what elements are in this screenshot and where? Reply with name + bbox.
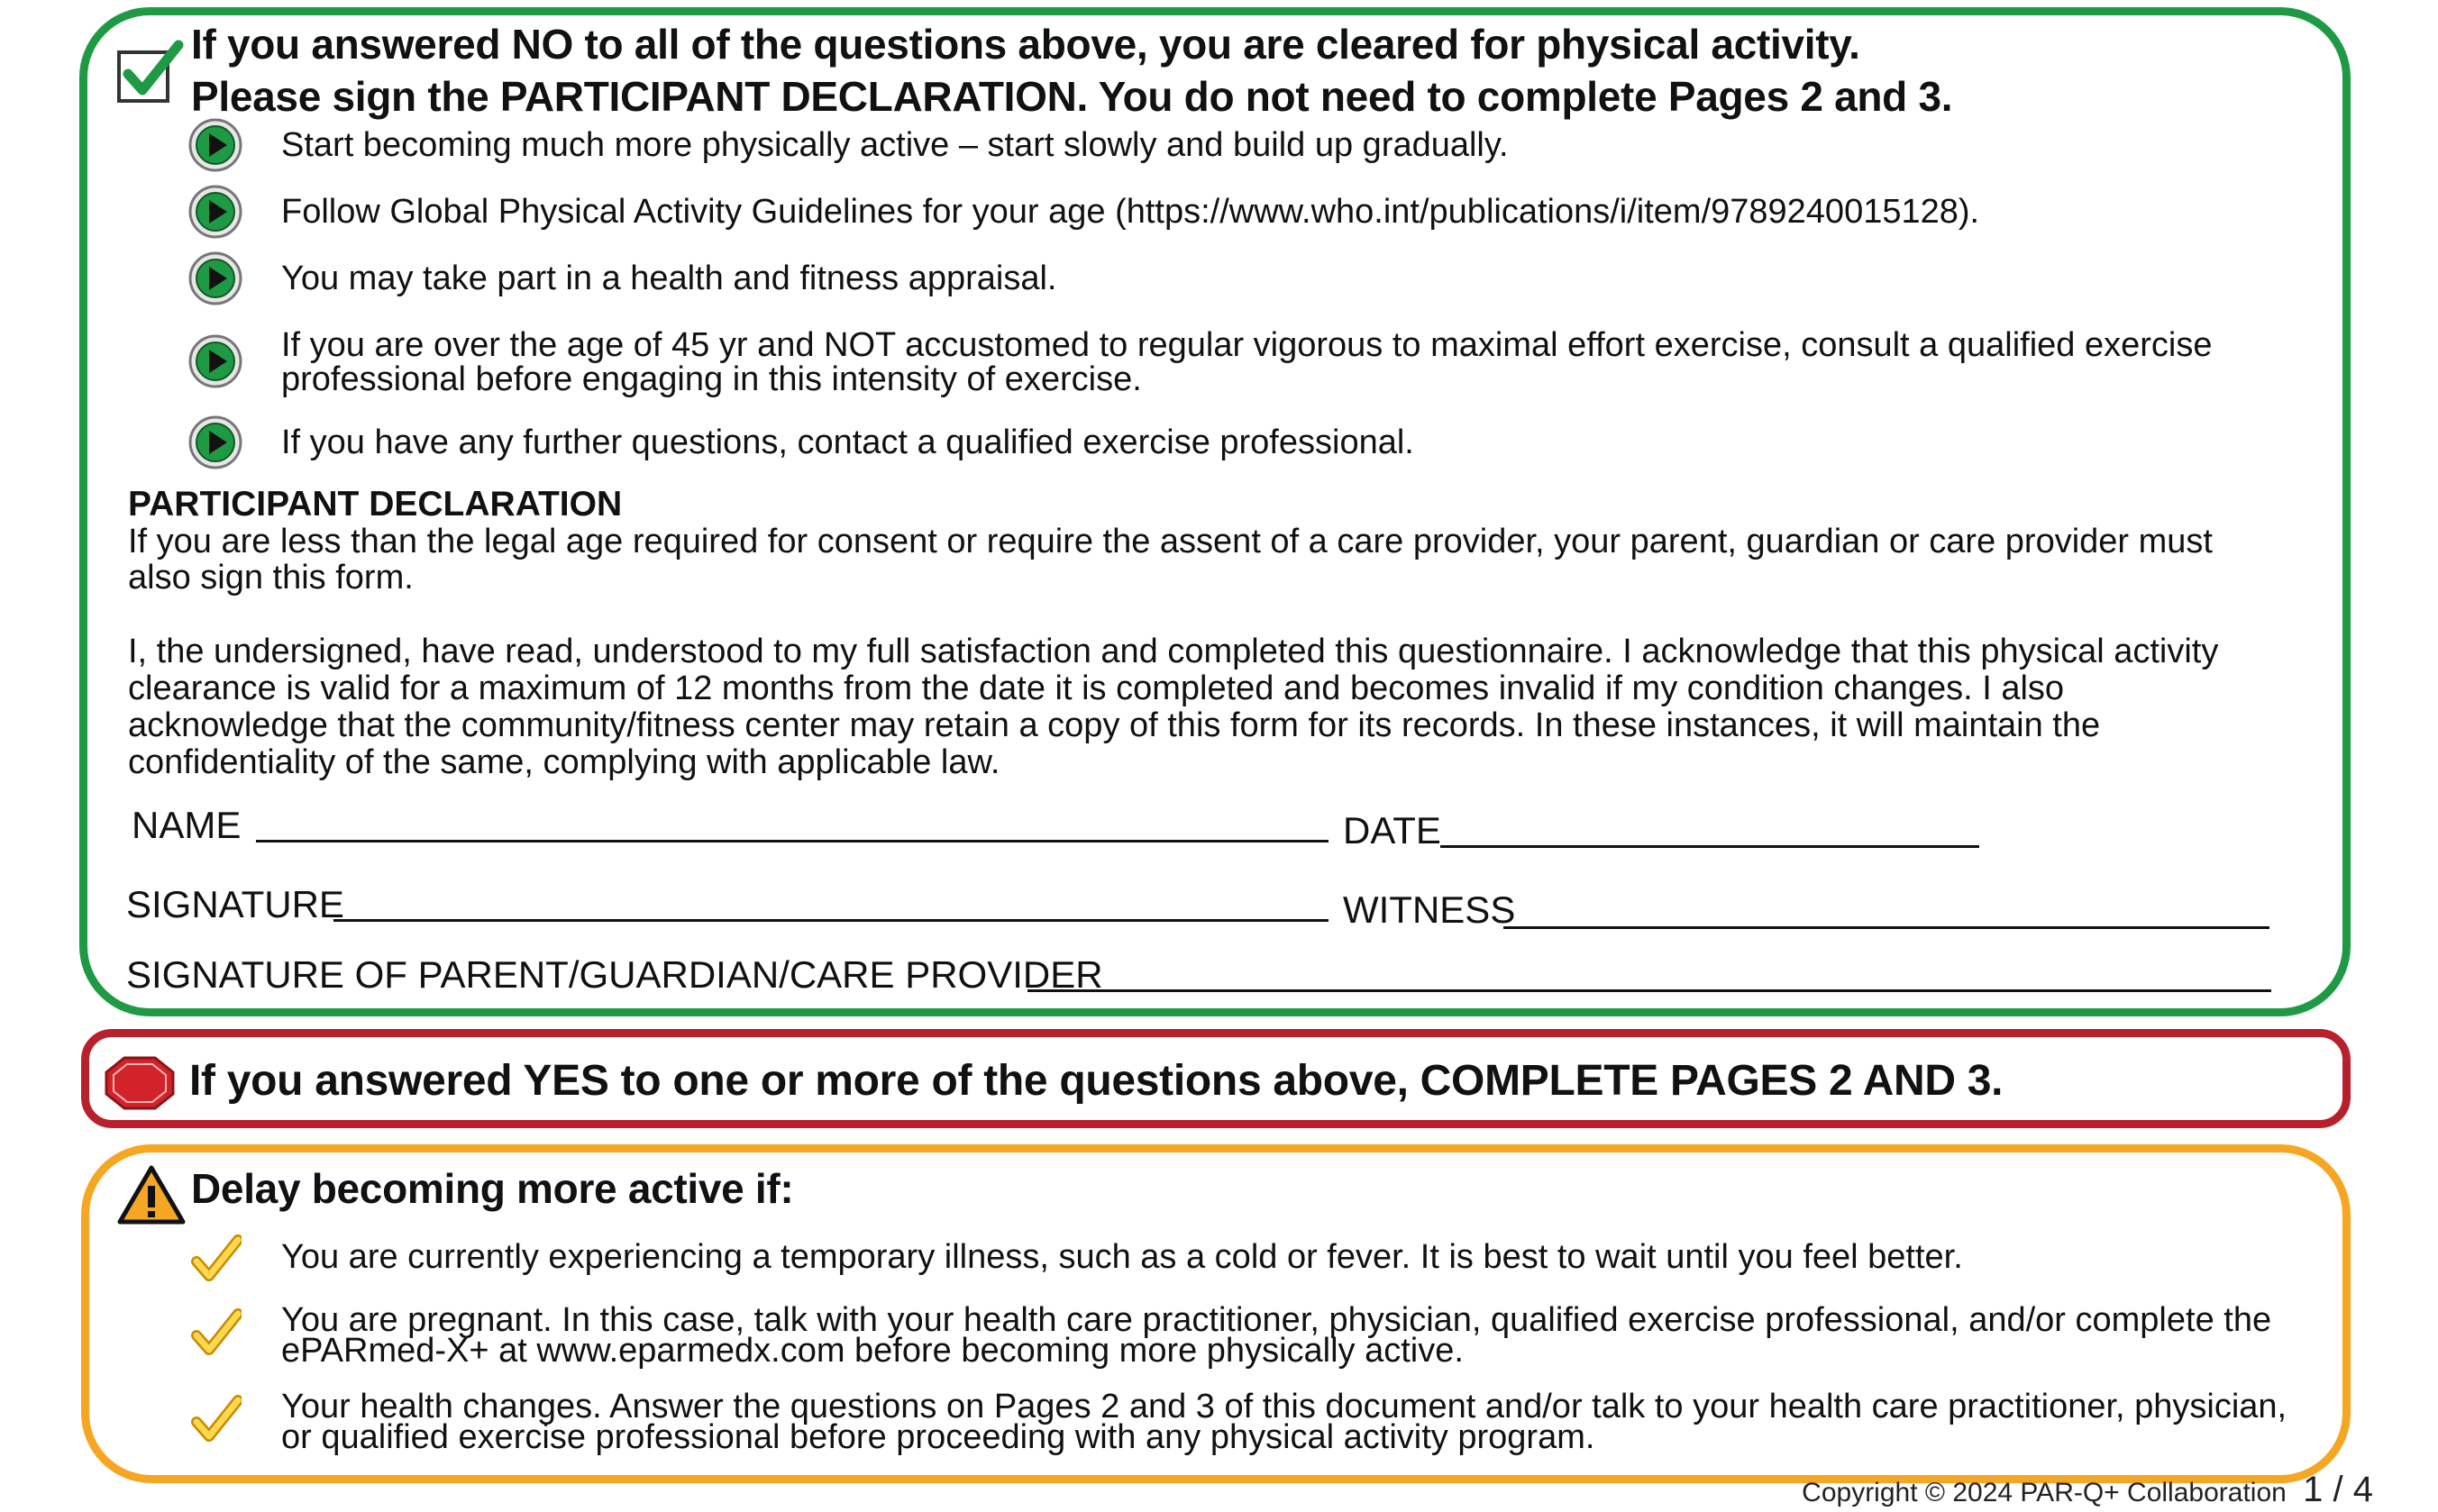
cleared-guidance-item-2: Follow Global Physical Activity Guidelines for your age (https://www.who.int/publications/i/item/9789240015128). (281, 193, 1980, 231)
play-circle-icon (187, 333, 243, 389)
delay-condition-item-2: You are pregnant. In this case, talk with your health care practitioner, physician, qualified exercise professional, and/or complete the (281, 1301, 2272, 1339)
delay-condition-item-1: You are currently experiencing a temporary illness, such as a cold or fever. It is best to wait until you feel better. (281, 1238, 1963, 1276)
witness-field[interactable] (1503, 926, 2269, 929)
footer (1802, 1470, 2373, 1510)
copyright-notice: Copyright © 2024 PAR-Q+ Collaboration (1802, 1478, 2287, 1507)
name-label: NAME (132, 804, 242, 846)
play-circle-icon (187, 117, 243, 173)
play-circle-icon (187, 184, 243, 240)
signature-label: SIGNATURE (126, 883, 344, 925)
cleared-heading-line2: Please sign the PARTICIPANT DECLARATION. You do not need to complete Pages 2 and 3. (191, 73, 1953, 120)
play-circle-icon (187, 250, 243, 306)
date-field[interactable] (1440, 845, 1979, 848)
cleared-guidance-item-4: If you are over the age of 45 yr and NOT accustomed to regular vigorous to maximal effort exercise, consult a qualified exercise (281, 326, 2213, 364)
date-label: DATE (1343, 809, 1441, 852)
checkbox-checked-icon (115, 40, 184, 108)
cleared-guidance-item-5: If you have any further questions, contact a qualified exercise professional. (281, 424, 1414, 461)
declaration-paragraph-1-line-1: If you are less than the legal age required for consent or require the assent of a care provider, your parent, guardian or care provider must (128, 523, 2213, 560)
cleared-guidance-item-1: Start becoming much more physically active – start slowly and build up gradually. (281, 126, 1509, 164)
delay-condition-item-3: Your health changes. Answer the questions on Pages 2 and 3 of this document and/or talk to your health care practitioner, physician, (281, 1388, 2287, 1425)
delay-heading: Delay becoming more active if: (191, 1165, 794, 1212)
cleared-heading-line1: If you answered NO to all of the questions above, you are cleared for physical activity. (191, 21, 1860, 68)
checkmark-icon (191, 1308, 242, 1359)
page-number: 1 / 4 (2303, 1470, 2373, 1509)
witness-label: WITNESS (1343, 888, 1516, 931)
checkmark-icon (191, 1234, 242, 1285)
delay-condition-item-2-continued: ePARmed-X+ at www.eparmedx.com before becoming more physically active. (281, 1332, 1464, 1370)
declaration-paragraph-2-line-4: confidentiality of the same, complying with applicable law. (128, 743, 1000, 781)
cleared-guidance-item-4-continued: professional before engaging in this intensity of exercise. (281, 360, 1142, 398)
stop-sign-icon (105, 1056, 175, 1110)
warning-icon (117, 1164, 186, 1225)
name-field[interactable] (256, 840, 1329, 843)
declaration-title: PARTICIPANT DECLARATION (128, 485, 623, 524)
play-circle-icon (187, 414, 243, 470)
parent-signature-field[interactable] (1027, 989, 2271, 992)
cleared-guidance-item-3: You may take part in a health and fitness appraisal. (281, 260, 1057, 297)
delay-condition-item-3-continued: or qualified exercise professional before proceeding with any physical activity program. (281, 1418, 1595, 1456)
declaration-paragraph-2-line-1: I, the undersigned, have read, understood to my full satisfaction and completed this questionnaire. I acknowledge that this physical activity (128, 633, 2219, 670)
parent-signature-label: SIGNATURE OF PARENT/GUARDIAN/CARE PROVIDER (126, 953, 1103, 996)
complete-pages-heading: If you answered YES to one or more of the questions above, COMPLETE PAGES 2 AND 3. (189, 1057, 2004, 1105)
declaration-paragraph-2-line-2: clearance is valid for a maximum of 12 months from the date it is completed and becomes invalid if my condition changes. I also (128, 669, 2065, 707)
signature-field[interactable] (333, 919, 1329, 922)
declaration-paragraph-2-line-3: acknowledge that the community/fitness center may retain a copy of this form for its records. In these instances, it will maintain the (128, 706, 2101, 744)
declaration-paragraph-1-line-2: also sign this form. (128, 559, 414, 597)
checkmark-icon (191, 1395, 242, 1445)
